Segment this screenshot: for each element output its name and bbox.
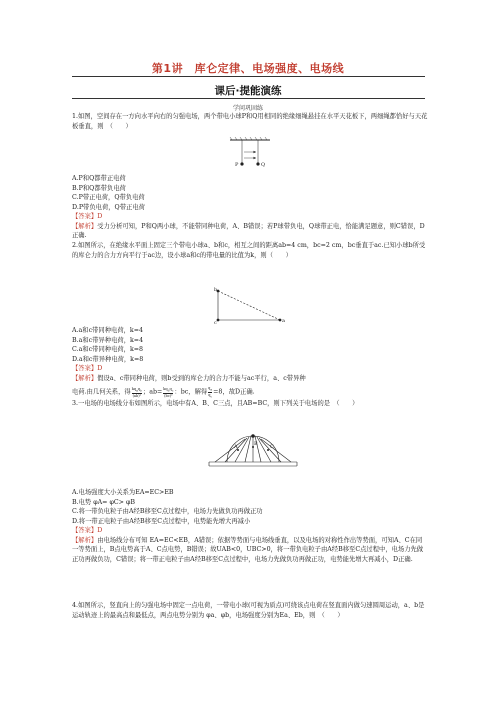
q2-analysis-line1: [72, 374, 428, 384]
q2-analysis-line2: [72, 386, 428, 398]
subtitle-divider: [72, 98, 425, 99]
title-divider: [72, 76, 425, 77]
q2-analysis-text5: =8，故D正确.: [213, 388, 255, 396]
q2-option-c: C.a和c带同种电荷，k=8: [72, 346, 144, 353]
ball-c: [217, 319, 220, 322]
point-c: [267, 449, 269, 451]
q2-figure: [214, 287, 288, 325]
label-p: P: [235, 162, 239, 168]
q3-analysis: [72, 536, 428, 565]
ball-q: [256, 162, 259, 165]
q1-option-b: B.P和Q都带负电荷: [72, 184, 126, 192]
label-b-point: B: [254, 441, 258, 447]
q2-analysis-tag: 【解析】: [72, 374, 98, 382]
q2-analysis-text1: 假设a、c带同种电荷，则b受到的库仑力的合力不能与ac平行，a、c带异种: [97, 374, 306, 382]
page-subtitle: 课后·提能演练: [214, 85, 282, 97]
label-a: a: [282, 318, 285, 324]
q1-analysis: [72, 222, 428, 242]
source-charge: [251, 434, 255, 438]
q1-option-d: D.P带负电荷，Q带正电荷: [72, 203, 145, 211]
q3-analysis-text: 由电场线分布可知 EA=EC<EB，A错误；依据等势面与电场线垂直，以及电场的对称性作出等势面，可知A、C在同一等势面上，B点电势高于A、C点电势，B错误；故UAB<0，UBC>0，将一带负电粒子由A经B移至C点过程中，电场力先做正功再做负功，C错误；将一带正电粒子由A经B移至C点过程中，电场力先做负功再做正功，电势能先增大再减小，D正确.: [72, 536, 424, 564]
q2-stem: 2.如图所示，在绝缘水平面上固定三个带电小球a、b和c，相互之间的距离ab=4 cm，bc=2 cm，bc垂直于ac.已知小球b所受的库仑力的合力方向平行于ac边，设小球a和c的带电量的比值为k，则（ ）: [72, 242, 426, 259]
fraction-2: $kq_bq_c$ (bc)²: [163, 386, 174, 398]
fraction-3: $\frac{q_a}{q_c}$: [208, 386, 213, 399]
q3-analysis-tag: 【解析】: [72, 536, 98, 544]
ball-a: [279, 319, 282, 322]
q1-analysis-text: 受力分析可知，P和Q两小球，不能带同种电荷，A、B错误；若P球带负电，Q球带正电，恰能满足题意，则C错误，D正确.: [72, 222, 425, 240]
q2-analysis-text3: ；ab=: [142, 388, 163, 396]
fraction-1: $kq_aq_b$ (ab)²: [131, 386, 142, 398]
q3-option-b: B.电势 φA= φC> φB: [72, 498, 135, 506]
q1-answer: 【答案】D: [72, 213, 103, 220]
q2-option-a: A.a和c带同种电荷，k=4: [72, 327, 144, 334]
q1-option-c: C.P带正电荷，Q带负电荷: [72, 194, 145, 201]
ball-p: [240, 162, 243, 165]
label-c: c: [214, 320, 217, 326]
q3-stem: 3.一电场的电场线分布如图所示，电场中有A、B、C三点，且AB=BC，则下列关于电场的是 （ ）: [72, 400, 359, 407]
q1-option-a: A.P和Q都带正电荷: [72, 175, 126, 182]
q1-stem: 1.如图，空间存在一方向水平向右的匀强电场，两个带电小球P和Q用相同的绝缘细绳悬挂在水平天花板下，两细绳都恰好与天花板垂直，则 （ ）: [72, 113, 428, 130]
q3-option-c: C.将一带负电粒子由A经B移至C点过程中，电场力先做负功再做正功: [72, 508, 263, 515]
label-b: b: [214, 287, 218, 293]
section-heading: 学问巩固练: [232, 105, 263, 112]
q1-analysis-tag: 【解析】: [72, 222, 98, 230]
q2-answer: 【答案】D: [72, 365, 103, 372]
q4-stem: 4.如图所示，竖直向上的匀强电场中固定一点电荷，一带电小球(可视为质点)可绕该点电荷在竖直面内做匀速圆周运动，a、b是运动轨迹上的最高点和最低点，两点电势分别为 φa、φb，电场强度分别为Ea、Eb，则 （ ）: [72, 602, 425, 619]
label-c-point: C: [270, 444, 274, 450]
q2-analysis-text4: ：bc，解得: [174, 388, 208, 396]
q2-option-b: B.a和c带异种电荷，k=4: [72, 336, 144, 344]
label-a-point: A: [234, 444, 238, 450]
q2-option-d: D.a和c带异种电荷，k=8: [72, 355, 144, 363]
q1-figure: [226, 138, 276, 172]
q3-figure: [205, 420, 301, 482]
label-q: Q: [261, 162, 266, 168]
q3-option-d: D.将一带正电粒子由A经B移至C点过程中，电势能先增大再减小: [72, 517, 251, 525]
q2-analysis-text2: 电荷.由几何关系，得: [72, 388, 131, 396]
q3-option-a: A.电场强度大小关系为EA=EC>EB: [72, 489, 174, 496]
q3-answer: 【答案】D: [72, 527, 103, 534]
page-title: 第1讲 库仑定律、电场强度、电场线: [151, 62, 345, 75]
